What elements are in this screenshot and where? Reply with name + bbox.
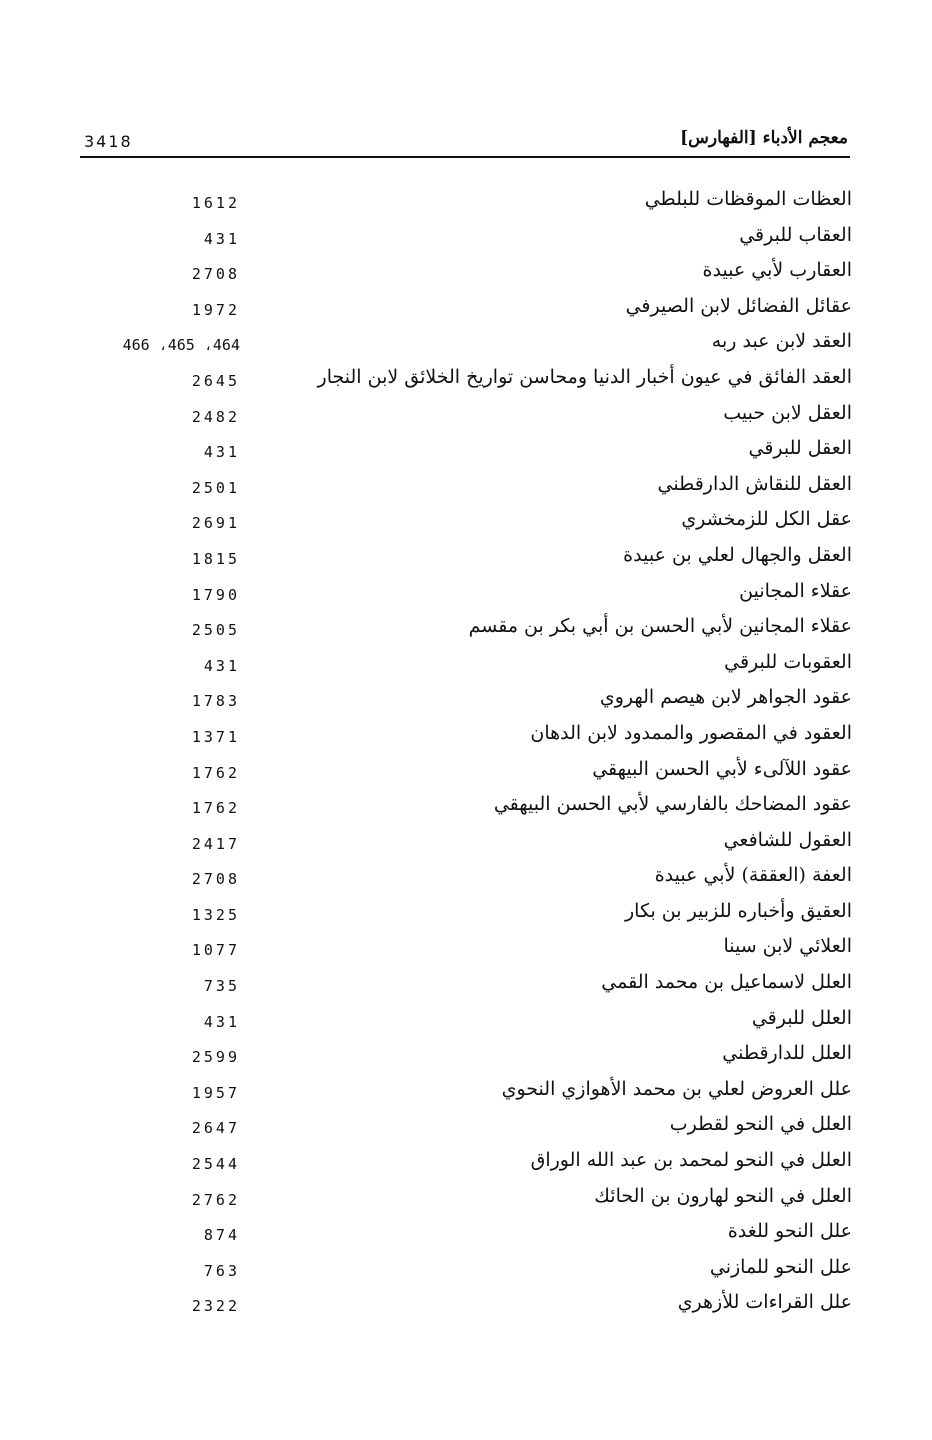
entry-pages: 431 — [203, 1012, 240, 1031]
entry-pages: 466 ،465 ،464 — [122, 336, 240, 355]
index-entry — [80, 435, 852, 471]
entry-pages: 1762 — [191, 763, 240, 782]
entry-pages: 2417 — [191, 834, 240, 853]
entry-pages: 1077 — [191, 941, 240, 960]
index-entry — [80, 1005, 852, 1041]
entry-pages: 2322 — [191, 1297, 240, 1316]
entry-title: علل النحو للغدة — [727, 1220, 852, 1243]
entry-title: العفة (العققة) لأبي عبيدة — [654, 864, 852, 887]
entry-title: علل القراءات للأزهري — [677, 1291, 852, 1314]
index-entry — [80, 506, 852, 542]
index-entry — [80, 1147, 852, 1183]
index-entry — [80, 613, 852, 649]
entry-title: العقول للشافعي — [723, 828, 852, 851]
entry-pages: 1972 — [191, 300, 240, 319]
entry-pages: 2708 — [191, 265, 240, 284]
entry-title: العقارب لأبي عبيدة — [702, 259, 852, 282]
index-entry — [80, 756, 852, 792]
entry-title: العقل للنقاش الدارقطني — [657, 472, 852, 495]
entry-title: العقود في المقصور والممدود لابن الدهان — [530, 721, 852, 744]
entry-title: علل النحو للمازني — [709, 1255, 852, 1278]
entry-pages: 2505 — [191, 621, 240, 640]
index-entry — [80, 1254, 852, 1290]
index-entry — [80, 1218, 852, 1254]
index-entry — [80, 257, 852, 293]
entry-title: العقوبات للبرقي — [724, 650, 852, 673]
entry-pages: 2708 — [191, 870, 240, 889]
index-entry — [80, 542, 852, 578]
entry-title: عقل الكل للزمخشري — [681, 508, 852, 531]
entry-title: العظات الموقظات للبلطي — [644, 188, 852, 210]
page-header — [80, 122, 850, 158]
entry-title: عقلاء المجانين لأبي الحسن بن أبي بكر بن مقسم — [468, 615, 852, 638]
entry-pages: 1325 — [191, 905, 240, 924]
index-entry — [80, 720, 852, 756]
entry-title: العقل والجهال لعلي بن عبيدة — [623, 543, 852, 566]
entry-pages: 1790 — [191, 585, 240, 604]
running-title: معجم الأدباء [الفهارس] — [680, 128, 848, 148]
entry-pages: 2544 — [191, 1155, 240, 1174]
index-entry — [80, 933, 852, 969]
entry-pages: 2762 — [191, 1190, 240, 1209]
index-entry — [80, 684, 852, 720]
index-entry — [80, 862, 852, 898]
entry-title: العلل في النحو لمحمد بن عبد الله الوراق — [530, 1149, 852, 1172]
entry-title: العلائي لابن سينا — [723, 935, 852, 958]
index-entry — [80, 827, 852, 863]
entry-pages: 1371 — [191, 727, 240, 746]
index-entry — [80, 471, 852, 507]
entry-title: عقلاء المجانين — [739, 579, 852, 602]
entry-title: العلل للدارقطني — [722, 1042, 852, 1065]
entry-pages: 1762 — [191, 799, 240, 818]
index-entry — [80, 364, 852, 400]
entry-title: العلل في النحو لهارون بن الحائك — [594, 1184, 852, 1207]
index-entry — [80, 222, 852, 258]
page-number: 3418 — [84, 132, 133, 151]
entry-title: العقد لابن عبد ربه — [711, 330, 852, 353]
entry-title: العقل للبرقي — [748, 437, 852, 460]
index-entry — [80, 400, 852, 436]
entry-pages: 1815 — [191, 549, 240, 568]
index-entry — [80, 1076, 852, 1112]
index-entry — [80, 649, 852, 685]
entry-title: العقاب للبرقي — [739, 223, 852, 246]
entry-pages: 431 — [203, 443, 240, 462]
index-entry — [80, 1183, 852, 1219]
entry-title: العلل للبرقي — [751, 1006, 852, 1029]
entry-pages: 874 — [203, 1226, 240, 1245]
index-entry — [80, 1111, 852, 1147]
entry-pages: 763 — [203, 1261, 240, 1280]
entry-title: علل العروض لعلي بن محمد الأهوازي النحوي — [501, 1077, 852, 1100]
index-entry — [80, 969, 852, 1005]
index-entry — [80, 293, 852, 329]
entry-pages: 2501 — [191, 478, 240, 497]
entry-title: عقود الجواهر لابن هيصم الهروي — [599, 686, 852, 709]
entry-title: العلل في النحو لقطرب — [669, 1113, 852, 1136]
entry-pages: 2645 — [191, 371, 240, 390]
entry-pages: 2691 — [191, 514, 240, 533]
index-entry — [80, 578, 852, 614]
index-entry — [80, 328, 852, 364]
entry-pages: 431 — [203, 229, 240, 248]
entry-pages: 2599 — [191, 1048, 240, 1067]
entry-pages: 2482 — [191, 407, 240, 426]
entry-title: عقود اللآلىء لأبي الحسن البيهقي — [592, 757, 852, 780]
entry-title: العقيق وأخباره للزبير بن بكار — [625, 899, 852, 922]
index-entry — [80, 791, 852, 827]
index-entry — [80, 1289, 852, 1325]
entry-pages: 735 — [203, 977, 240, 996]
index-entries-list — [80, 186, 852, 1325]
entry-title: عقود المضاحك بالفارسي لأبي الحسن البيهقي — [493, 793, 852, 816]
index-entry — [80, 186, 852, 222]
entry-pages: 431 — [203, 656, 240, 675]
entry-pages: 1783 — [191, 692, 240, 711]
entry-title: العلل لاسماعيل بن محمد القمي — [601, 971, 852, 994]
index-entry — [80, 1040, 852, 1076]
entry-pages: 2647 — [191, 1119, 240, 1138]
index-entry — [80, 898, 852, 934]
entry-pages: 1612 — [191, 194, 240, 212]
entry-title: العقد الفائق في عيون أخبار الدنيا ومحاسن تواريخ الخلائق لابن النجار — [317, 365, 852, 388]
entry-title: عقائل الفضائل لابن الصيرفي — [625, 294, 852, 317]
entry-pages: 1957 — [191, 1083, 240, 1102]
entry-title: العقل لابن حبيب — [723, 401, 852, 424]
